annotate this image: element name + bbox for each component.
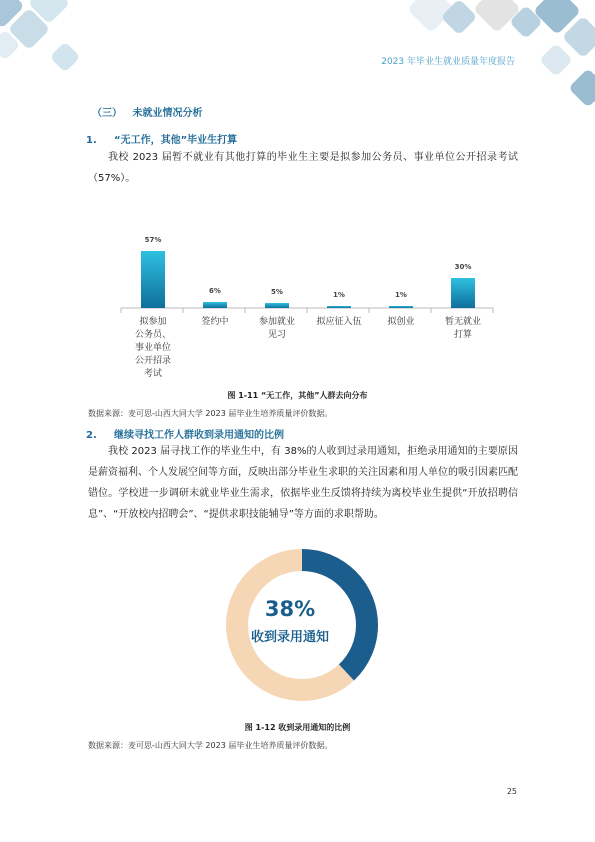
subsection-1-paragraph: 我校 2023 届暂不就业有其他打算的毕业生主要是拟参加公务员、事业单位公开招录考试（57%）。 [88, 152, 518, 184]
bar-value-label: 1% [333, 291, 345, 299]
bar-2 [265, 303, 289, 308]
bar-value-label: 57% [144, 236, 162, 244]
category-label: 拟应征入伍 [316, 317, 362, 327]
figure-2-source: 数据来源：麦可思-山西大同大学 2023 届毕业生培养质量评价数据。 [88, 741, 333, 750]
subsection-2-title: 继续寻找工作人群收到录用通知的比例 [114, 430, 284, 441]
bar-value-label: 5% [271, 288, 283, 296]
subsection-1-title: “无工作，其他”毕业生打算 [114, 135, 238, 146]
donut-percent-label: 38% [264, 597, 316, 621]
figure-1-caption: 图 1-11 “无工作，其他”人群去向分布 [227, 391, 368, 400]
category-label: 签约中 [201, 317, 229, 327]
bar-chart [0, 0, 595, 400]
bar-5 [451, 278, 475, 308]
subsection-2-heading [86, 426, 284, 441]
bar-3 [327, 306, 351, 308]
bar-value-label: 6% [209, 287, 221, 295]
category-label: 拟参加 公务员、 事业单位 公开招录 考试 [134, 317, 171, 379]
page-number: 25 [506, 787, 517, 796]
bar-1 [203, 302, 227, 308]
figure-1-source: 数据来源：麦可思-山西大同大学 2023 届毕业生培养质量评价数据。 [88, 409, 333, 418]
donut-chart [222, 545, 382, 705]
subsection-1-number: 1. [86, 135, 97, 146]
report-header-title: 2023 年毕业生就业质量年度报告 [381, 57, 515, 67]
category-label: 拟创业 [387, 317, 415, 327]
category-label: 暂无就业 打算 [444, 317, 481, 340]
section-heading: （三） 未就业情况分析 [92, 108, 203, 119]
donut-center-label: 收到录用通知 [250, 630, 329, 645]
subsection-2-number: 2. [86, 430, 97, 441]
subsection-2-paragraph: 我校 2023 届寻找工作的毕业生中，有 38%的人收到过录用通知，拒绝录用通知的主要原因是薪资福利、个人发展空间等方面，反映出部分毕业生求职的关注因素和用人单位的吸引因素匹配错位。学校进一步调研未就业毕业生需求，依据毕业生反馈将持续为离校毕业生提供“开放招聘信息”、“开放校内招聘会”、“提供求职技能辅导”等方面的求职帮助。 [88, 446, 518, 520]
bar-0 [141, 251, 165, 308]
category-label: 参加就业 见习 [258, 317, 295, 340]
figure-2-caption: 图 1-12 收到录用通知的比例 [244, 723, 351, 732]
bar-4 [389, 306, 413, 308]
bar-value-label: 1% [395, 291, 407, 299]
bar-value-label: 30% [454, 263, 472, 271]
